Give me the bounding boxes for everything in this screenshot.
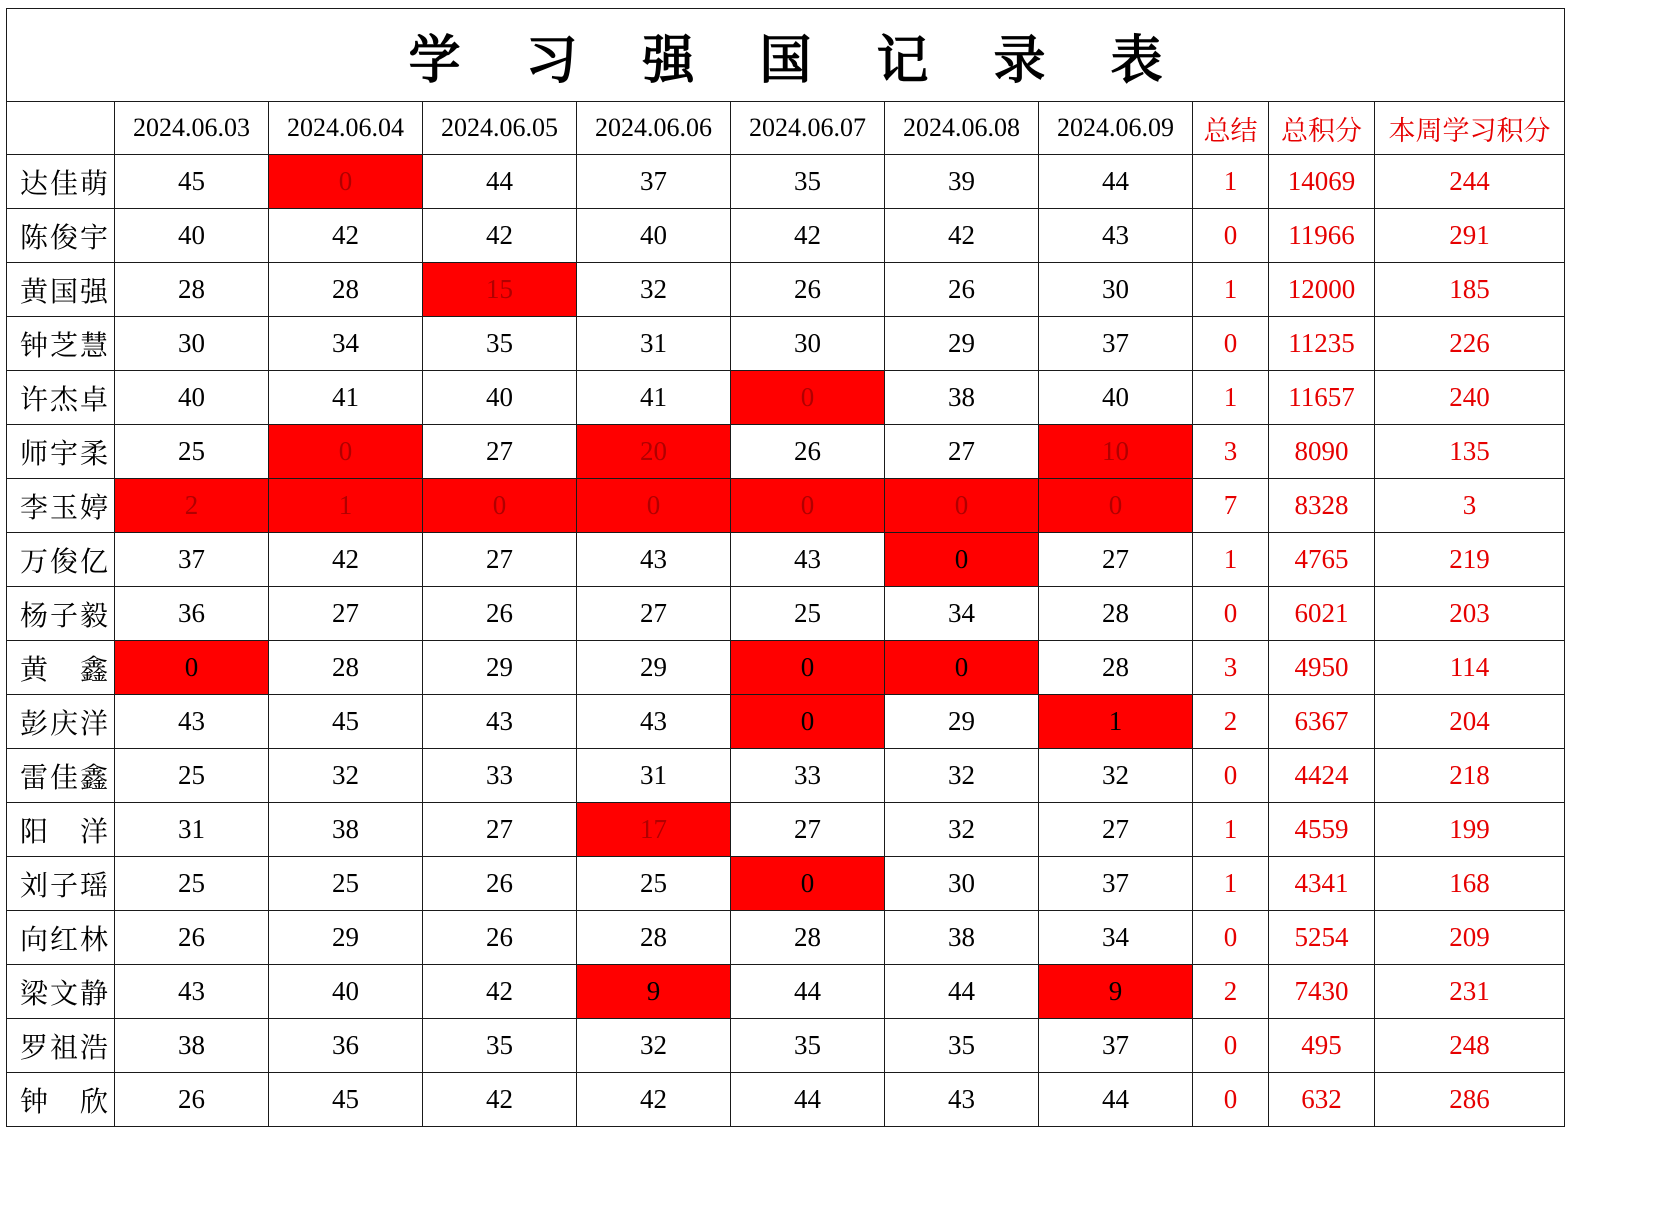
total-points-cell[interactable]: 11657 <box>1269 371 1375 425</box>
total-points-cell[interactable]: 5254 <box>1269 911 1375 965</box>
daily-score-cell[interactable]: 33 <box>423 749 577 803</box>
weekly-points-cell[interactable]: 240 <box>1375 371 1565 425</box>
weekly-points-cell[interactable]: 135 <box>1375 425 1565 479</box>
daily-score-cell[interactable]: 42 <box>885 209 1039 263</box>
summary-cell[interactable]: 1 <box>1193 371 1269 425</box>
student-name-cell[interactable]: 黄国强 <box>7 263 115 317</box>
daily-score-cell[interactable]: 29 <box>885 695 1039 749</box>
daily-score-cell[interactable]: 28 <box>269 641 423 695</box>
daily-score-cell[interactable]: 25 <box>731 587 885 641</box>
header-date-2[interactable]: 2024.06.04 <box>269 102 423 155</box>
table-row <box>7 479 1565 533</box>
table-row <box>7 857 1565 911</box>
total-points-cell[interactable]: 12000 <box>1269 263 1375 317</box>
weekly-points-cell[interactable]: 114 <box>1375 641 1565 695</box>
student-name-cell[interactable]: 师宇柔 <box>7 425 115 479</box>
table-row <box>7 911 1565 965</box>
daily-score-cell[interactable]: 0 <box>731 371 885 425</box>
daily-score-cell[interactable]: 26 <box>731 425 885 479</box>
daily-score-cell[interactable]: 30 <box>115 317 269 371</box>
student-name-cell[interactable]: 雷佳鑫 <box>7 749 115 803</box>
daily-score-cell[interactable]: 0 <box>269 425 423 479</box>
daily-score-cell[interactable]: 29 <box>885 317 1039 371</box>
student-name-cell[interactable]: 许杰卓 <box>7 371 115 425</box>
daily-score-cell[interactable]: 28 <box>1039 587 1193 641</box>
daily-score-cell[interactable]: 45 <box>269 695 423 749</box>
student-name-cell[interactable]: 杨子毅 <box>7 587 115 641</box>
daily-score-cell[interactable]: 43 <box>115 965 269 1019</box>
daily-score-cell[interactable]: 42 <box>577 1073 731 1127</box>
daily-score-cell[interactable]: 38 <box>115 1019 269 1073</box>
total-points-cell[interactable]: 6021 <box>1269 587 1375 641</box>
student-name-cell[interactable]: 钟芝慧 <box>7 317 115 371</box>
daily-score-cell[interactable]: 28 <box>731 911 885 965</box>
daily-score-cell[interactable]: 1 <box>269 479 423 533</box>
header-corner-cell[interactable] <box>7 102 115 155</box>
daily-score-cell[interactable]: 17 <box>577 803 731 857</box>
header-row <box>7 102 1565 155</box>
summary-cell[interactable]: 1 <box>1193 533 1269 587</box>
daily-score-cell[interactable]: 42 <box>269 209 423 263</box>
daily-score-cell[interactable]: 25 <box>115 425 269 479</box>
header-weekly-points[interactable]: 本周学习积分 <box>1375 102 1565 155</box>
daily-score-cell[interactable]: 27 <box>731 803 885 857</box>
daily-score-cell[interactable]: 41 <box>577 371 731 425</box>
daily-score-cell[interactable]: 36 <box>269 1019 423 1073</box>
daily-score-cell[interactable]: 42 <box>423 965 577 1019</box>
daily-score-cell[interactable]: 0 <box>731 857 885 911</box>
student-name-cell[interactable]: 阳 洋 <box>7 803 115 857</box>
student-name-cell[interactable]: 罗祖浩 <box>7 1019 115 1073</box>
summary-cell[interactable]: 0 <box>1193 911 1269 965</box>
table-row <box>7 803 1565 857</box>
daily-score-cell[interactable]: 45 <box>115 155 269 209</box>
daily-score-cell[interactable]: 0 <box>731 695 885 749</box>
weekly-points-cell[interactable]: 291 <box>1375 209 1565 263</box>
daily-score-cell[interactable]: 27 <box>269 587 423 641</box>
summary-cell[interactable]: 2 <box>1193 965 1269 1019</box>
total-points-cell[interactable]: 4424 <box>1269 749 1375 803</box>
daily-score-cell[interactable]: 31 <box>115 803 269 857</box>
daily-score-cell[interactable]: 37 <box>1039 317 1193 371</box>
daily-score-cell[interactable]: 32 <box>577 263 731 317</box>
study-record-table <box>6 8 1565 1127</box>
summary-cell[interactable]: 1 <box>1193 803 1269 857</box>
daily-score-cell[interactable]: 43 <box>1039 209 1193 263</box>
header-date-6[interactable]: 2024.06.08 <box>885 102 1039 155</box>
daily-score-cell[interactable]: 26 <box>423 587 577 641</box>
daily-score-cell[interactable]: 34 <box>269 317 423 371</box>
daily-score-cell[interactable]: 33 <box>731 749 885 803</box>
table-row <box>7 371 1565 425</box>
daily-score-cell[interactable]: 30 <box>731 317 885 371</box>
daily-score-cell[interactable]: 35 <box>885 1019 1039 1073</box>
student-name-cell[interactable]: 万俊亿 <box>7 533 115 587</box>
student-name-cell[interactable]: 梁文静 <box>7 965 115 1019</box>
student-name-cell[interactable]: 彭庆洋 <box>7 695 115 749</box>
daily-score-cell[interactable]: 0 <box>269 155 423 209</box>
daily-score-cell[interactable]: 44 <box>731 965 885 1019</box>
summary-cell[interactable]: 0 <box>1193 1019 1269 1073</box>
total-points-cell[interactable]: 4341 <box>1269 857 1375 911</box>
daily-score-cell[interactable]: 38 <box>269 803 423 857</box>
daily-score-cell[interactable]: 27 <box>1039 533 1193 587</box>
weekly-points-cell[interactable]: 204 <box>1375 695 1565 749</box>
table-row <box>7 155 1565 209</box>
summary-cell[interactable]: 7 <box>1193 479 1269 533</box>
summary-cell[interactable]: 0 <box>1193 587 1269 641</box>
summary-cell[interactable]: 1 <box>1193 857 1269 911</box>
summary-cell[interactable]: 0 <box>1193 749 1269 803</box>
daily-score-cell[interactable]: 0 <box>423 479 577 533</box>
daily-score-cell[interactable]: 44 <box>423 155 577 209</box>
daily-score-cell[interactable]: 26 <box>423 911 577 965</box>
table-row <box>7 749 1565 803</box>
weekly-points-cell[interactable]: 226 <box>1375 317 1565 371</box>
total-points-cell[interactable]: 8090 <box>1269 425 1375 479</box>
student-name-cell[interactable]: 刘子瑶 <box>7 857 115 911</box>
daily-score-cell[interactable]: 0 <box>731 479 885 533</box>
daily-score-cell[interactable]: 43 <box>577 533 731 587</box>
weekly-points-cell[interactable]: 185 <box>1375 263 1565 317</box>
daily-score-cell[interactable]: 9 <box>577 965 731 1019</box>
daily-score-cell[interactable]: 41 <box>269 371 423 425</box>
header-date-4[interactable]: 2024.06.06 <box>577 102 731 155</box>
weekly-points-cell[interactable]: 286 <box>1375 1073 1565 1127</box>
weekly-points-cell[interactable]: 248 <box>1375 1019 1565 1073</box>
header-date-7[interactable]: 2024.06.09 <box>1039 102 1193 155</box>
table-row <box>7 533 1565 587</box>
daily-score-cell[interactable]: 26 <box>115 911 269 965</box>
summary-cell[interactable]: 2 <box>1193 695 1269 749</box>
daily-score-cell[interactable]: 25 <box>115 749 269 803</box>
summary-cell[interactable]: 1 <box>1193 155 1269 209</box>
daily-score-cell[interactable]: 45 <box>269 1073 423 1127</box>
summary-cell[interactable]: 3 <box>1193 641 1269 695</box>
daily-score-cell[interactable]: 32 <box>577 1019 731 1073</box>
daily-score-cell[interactable]: 10 <box>1039 425 1193 479</box>
daily-score-cell[interactable]: 25 <box>577 857 731 911</box>
daily-score-cell[interactable]: 31 <box>577 317 731 371</box>
weekly-points-cell[interactable]: 199 <box>1375 803 1565 857</box>
daily-score-cell[interactable]: 27 <box>577 587 731 641</box>
total-points-cell[interactable]: 7430 <box>1269 965 1375 1019</box>
daily-score-cell[interactable]: 43 <box>731 533 885 587</box>
total-points-cell[interactable]: 8328 <box>1269 479 1375 533</box>
daily-score-cell[interactable]: 42 <box>423 209 577 263</box>
daily-score-cell[interactable]: 43 <box>115 695 269 749</box>
daily-score-cell[interactable]: 37 <box>115 533 269 587</box>
total-points-cell[interactable]: 14069 <box>1269 155 1375 209</box>
daily-score-cell[interactable]: 29 <box>423 641 577 695</box>
daily-score-cell[interactable]: 26 <box>731 263 885 317</box>
daily-score-cell[interactable]: 42 <box>731 209 885 263</box>
table-row <box>7 695 1565 749</box>
summary-cell[interactable]: 0 <box>1193 1073 1269 1127</box>
student-name-cell[interactable]: 黄 鑫 <box>7 641 115 695</box>
daily-score-cell[interactable]: 28 <box>115 263 269 317</box>
daily-score-cell[interactable]: 34 <box>1039 911 1193 965</box>
daily-score-cell[interactable]: 26 <box>115 1073 269 1127</box>
daily-score-cell[interactable]: 29 <box>269 911 423 965</box>
daily-score-cell[interactable]: 40 <box>115 209 269 263</box>
total-points-cell[interactable]: 495 <box>1269 1019 1375 1073</box>
daily-score-cell[interactable]: 0 <box>885 533 1039 587</box>
daily-score-cell[interactable]: 35 <box>423 317 577 371</box>
daily-score-cell[interactable]: 0 <box>731 641 885 695</box>
daily-score-cell[interactable]: 0 <box>885 479 1039 533</box>
student-name-cell[interactable]: 达佳萌 <box>7 155 115 209</box>
total-points-cell[interactable]: 632 <box>1269 1073 1375 1127</box>
summary-cell[interactable]: 3 <box>1193 425 1269 479</box>
header-date-5[interactable]: 2024.06.07 <box>731 102 885 155</box>
weekly-points-cell[interactable]: 231 <box>1375 965 1565 1019</box>
total-points-cell[interactable]: 11966 <box>1269 209 1375 263</box>
daily-score-cell[interactable]: 40 <box>115 371 269 425</box>
total-points-cell[interactable]: 11235 <box>1269 317 1375 371</box>
table-row <box>7 641 1565 695</box>
daily-score-cell[interactable]: 44 <box>1039 1073 1193 1127</box>
header-date-1[interactable]: 2024.06.03 <box>115 102 269 155</box>
student-name-cell[interactable]: 向红林 <box>7 911 115 965</box>
daily-score-cell[interactable]: 0 <box>115 641 269 695</box>
daily-score-cell[interactable]: 32 <box>885 749 1039 803</box>
daily-score-cell[interactable]: 38 <box>885 911 1039 965</box>
student-name-cell[interactable]: 陈俊宇 <box>7 209 115 263</box>
table-row <box>7 425 1565 479</box>
total-points-cell[interactable]: 4559 <box>1269 803 1375 857</box>
daily-score-cell[interactable]: 35 <box>731 155 885 209</box>
daily-score-cell[interactable]: 32 <box>885 803 1039 857</box>
daily-score-cell[interactable]: 40 <box>269 965 423 1019</box>
daily-score-cell[interactable]: 0 <box>1039 479 1193 533</box>
daily-score-cell[interactable]: 39 <box>885 155 1039 209</box>
daily-score-cell[interactable]: 25 <box>115 857 269 911</box>
daily-score-cell[interactable]: 27 <box>885 425 1039 479</box>
table-row <box>7 263 1565 317</box>
daily-score-cell[interactable]: 31 <box>577 749 731 803</box>
daily-score-cell[interactable]: 15 <box>423 263 577 317</box>
weekly-points-cell[interactable]: 219 <box>1375 533 1565 587</box>
daily-score-cell[interactable]: 38 <box>885 371 1039 425</box>
table-row <box>7 965 1565 1019</box>
daily-score-cell[interactable]: 37 <box>1039 857 1193 911</box>
summary-cell[interactable]: 0 <box>1193 317 1269 371</box>
daily-score-cell[interactable]: 27 <box>423 425 577 479</box>
daily-score-cell[interactable]: 35 <box>423 1019 577 1073</box>
daily-score-cell[interactable]: 37 <box>577 155 731 209</box>
daily-score-cell[interactable]: 42 <box>423 1073 577 1127</box>
daily-score-cell[interactable]: 25 <box>269 857 423 911</box>
weekly-points-cell[interactable]: 244 <box>1375 155 1565 209</box>
daily-score-cell[interactable]: 34 <box>885 587 1039 641</box>
summary-cell[interactable]: 1 <box>1193 263 1269 317</box>
header-summary[interactable]: 总结 <box>1193 102 1269 155</box>
daily-score-cell[interactable]: 29 <box>577 641 731 695</box>
daily-score-cell[interactable]: 42 <box>269 533 423 587</box>
weekly-points-cell[interactable]: 209 <box>1375 911 1565 965</box>
weekly-points-cell[interactable]: 218 <box>1375 749 1565 803</box>
table-row <box>7 1019 1565 1073</box>
daily-score-cell[interactable]: 27 <box>1039 803 1193 857</box>
daily-score-cell[interactable]: 0 <box>577 479 731 533</box>
daily-score-cell[interactable]: 40 <box>1039 371 1193 425</box>
weekly-points-cell[interactable]: 3 <box>1375 479 1565 533</box>
daily-score-cell[interactable]: 28 <box>577 911 731 965</box>
daily-score-cell[interactable]: 27 <box>423 533 577 587</box>
daily-score-cell[interactable]: 35 <box>731 1019 885 1073</box>
daily-score-cell[interactable]: 43 <box>423 695 577 749</box>
daily-score-cell[interactable]: 28 <box>269 263 423 317</box>
total-points-cell[interactable]: 4950 <box>1269 641 1375 695</box>
student-name-cell[interactable]: 李玉婷 <box>7 479 115 533</box>
daily-score-cell[interactable]: 40 <box>423 371 577 425</box>
header-date-3[interactable]: 2024.06.05 <box>423 102 577 155</box>
daily-score-cell[interactable]: 37 <box>1039 1019 1193 1073</box>
daily-score-cell[interactable]: 30 <box>885 857 1039 911</box>
daily-score-cell[interactable]: 44 <box>731 1073 885 1127</box>
daily-score-cell[interactable]: 43 <box>577 695 731 749</box>
daily-score-cell[interactable]: 9 <box>1039 965 1193 1019</box>
daily-score-cell[interactable]: 28 <box>1039 641 1193 695</box>
summary-cell[interactable]: 0 <box>1193 209 1269 263</box>
weekly-points-cell[interactable]: 168 <box>1375 857 1565 911</box>
daily-score-cell[interactable]: 0 <box>885 641 1039 695</box>
daily-score-cell[interactable]: 32 <box>269 749 423 803</box>
daily-score-cell[interactable]: 32 <box>1039 749 1193 803</box>
header-total-points[interactable]: 总积分 <box>1269 102 1375 155</box>
daily-score-cell[interactable]: 44 <box>1039 155 1193 209</box>
daily-score-cell[interactable]: 26 <box>885 263 1039 317</box>
total-points-cell[interactable]: 6367 <box>1269 695 1375 749</box>
daily-score-cell[interactable]: 26 <box>423 857 577 911</box>
table-row <box>7 317 1565 371</box>
daily-score-cell[interactable]: 43 <box>885 1073 1039 1127</box>
daily-score-cell[interactable]: 36 <box>115 587 269 641</box>
student-name-cell[interactable]: 钟 欣 <box>7 1073 115 1127</box>
daily-score-cell[interactable]: 30 <box>1039 263 1193 317</box>
table-row <box>7 209 1565 263</box>
table-row <box>7 587 1565 641</box>
daily-score-cell[interactable]: 20 <box>577 425 731 479</box>
table-row <box>7 1073 1565 1127</box>
daily-score-cell[interactable]: 27 <box>423 803 577 857</box>
title-row <box>7 9 1565 102</box>
table-title: 学 习 强 国 记 录 表 <box>7 9 1565 102</box>
weekly-points-cell[interactable]: 203 <box>1375 587 1565 641</box>
daily-score-cell[interactable]: 44 <box>885 965 1039 1019</box>
daily-score-cell[interactable]: 1 <box>1039 695 1193 749</box>
total-points-cell[interactable]: 4765 <box>1269 533 1375 587</box>
daily-score-cell[interactable]: 40 <box>577 209 731 263</box>
daily-score-cell[interactable]: 2 <box>115 479 269 533</box>
